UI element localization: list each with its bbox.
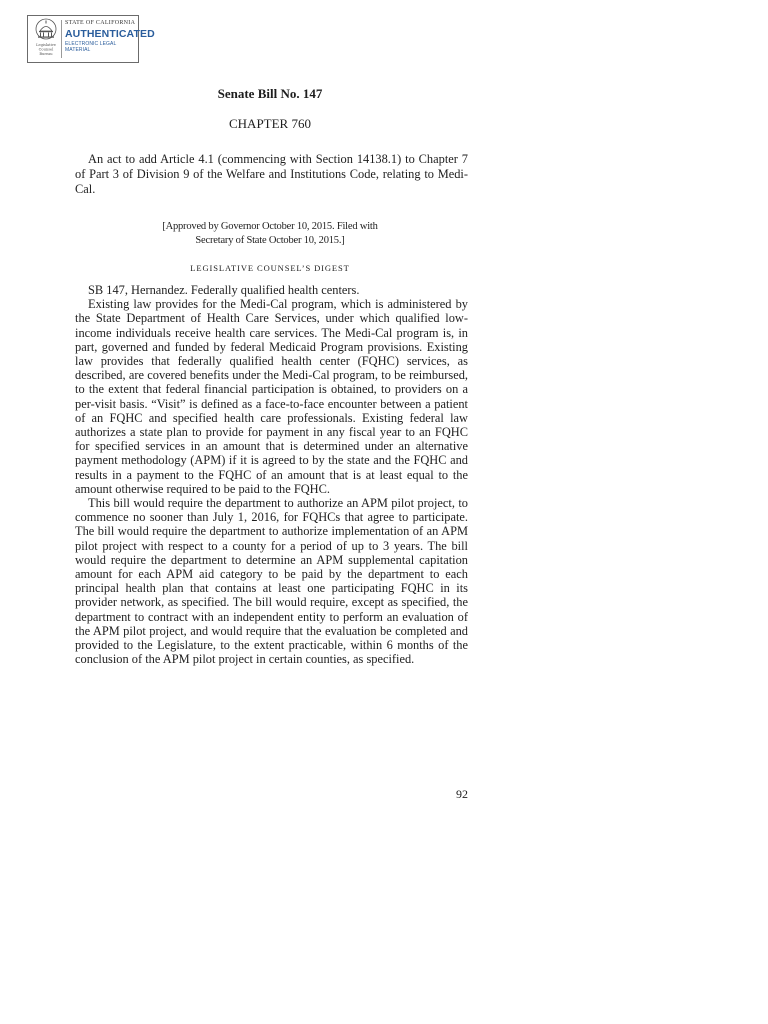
digest-heading: LEGISLATIVE COUNSEL’S DIGEST	[190, 263, 350, 273]
seal-state-label: STATE OF CALIFORNIA	[65, 20, 136, 26]
approval-line-1: [Approved by Governor October 10, 2015. Filed with	[162, 221, 378, 232]
svg-text:Counsel: Counsel	[38, 47, 54, 52]
digest-summary-line: SB 147, Hernandez. Federally qualified health centers.	[88, 283, 360, 297]
digest-paragraph-bill: This bill would require the department to authorize an APM pilot project, to commence no sooner than July 1, 2016, for FQHCs that agree to participate. The bill would require the department to authorize implementation of an APM pilot project with respect to a county for a period of up to 3 years. The bill would require the department to determine an APM supplemental capitation amount for each APM aid category to be paid by the department to each principal health plan that contains at least one participating FQHC in its provider network, as specified. The bill would require, except as specified, the department to contract with an independent entity to perform an evaluation of the APM pilot project, and would require that the evaluation be completed and provided to the Legislature, to the extent practicable, within 6 months of the conclusion of the APM pilot project in certain counties, as specified.	[75, 496, 468, 667]
approval-notice	[130, 220, 410, 248]
svg-text:Legislative: Legislative	[36, 43, 56, 47]
seal-subtitle: ELECTRONIC LEGAL MATERIAL	[65, 41, 117, 53]
svg-text:Bureau: Bureau	[39, 52, 53, 56]
digest-paragraph-existing-law: Existing law provides for the Medi-Cal program, which is administered by the State Department of Health Care Services, under which qualified low-income individuals receive health care services. The Medi-Cal program is, in part, governed and funded by federal Medicaid Program provisions. Existing law provides that federally qualified health center (FQHC) services, as described, are covered benefits under the Medi-Cal program, to be reimbursed, to the extent that federal financial participation is obtained, to providers on a per-visit basis. “Visit” is defined as a face-to-face encounter between a patient of an FQHC and specified health care professionals. Existing federal law authorizes a state plan to provide for payment in any fiscal year to an FQHC for specified services in an amount that is determined under an alternative payment methodology (APM) if it is agreed to by the state and the FQHC and results in a payment to the FQHC of an amount that is at least equal to the amount otherwise required to be paid to the FQHC.	[75, 297, 468, 496]
act-description: An act to add Article 4.1 (commencing with Section 14138.1) to Chapter 7 of Part 3 of Division 9 of the Welfare and Institutions Code, relating to Medi-Cal.	[75, 152, 468, 196]
seal-authenticated-label: AUTHENTICATED	[65, 28, 155, 40]
capitol-dome-icon	[32, 18, 60, 60]
page-number: 92	[456, 787, 468, 801]
approval-line-2: Secretary of State October 10, 2015.]	[195, 235, 345, 246]
digest-body	[75, 283, 468, 666]
chapter-heading: CHAPTER 760	[229, 116, 311, 131]
authentication-seal	[27, 15, 155, 63]
seal-divider	[61, 20, 62, 58]
bill-title: Senate Bill No. 147	[217, 86, 323, 101]
